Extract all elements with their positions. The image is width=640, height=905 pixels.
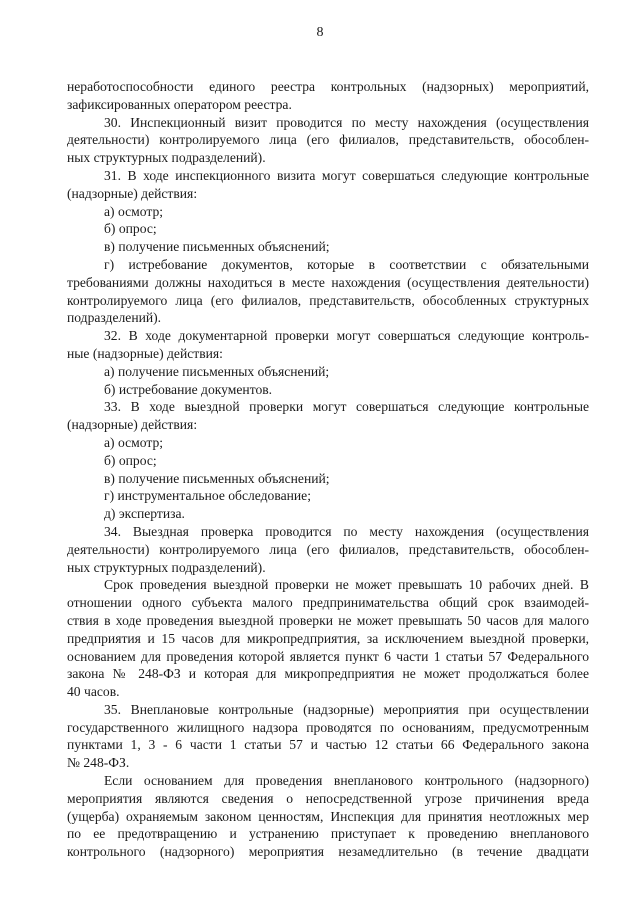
text-line: ных структурных подразделений). — [67, 150, 266, 166]
text-line: предприятия и 15 часов для микропредприятия, за исключением выездной проверки, — [67, 630, 589, 646]
text-line: а) осмотр; — [104, 203, 164, 219]
text-line: деятельности) контролируемого лица (его филиалов, представительств, обособлен- — [67, 132, 589, 148]
text-line: а) осмотр; — [104, 434, 164, 450]
text-line: зафиксированных оператором реестра. — [67, 96, 292, 112]
text-line: (надзорные) действия: — [67, 185, 198, 201]
text-line: г) истребование документов, которые в соответствии с обязательными — [104, 256, 589, 272]
text-line: в) получение письменных объяснений; — [104, 470, 330, 486]
text-line: отношении одного субъекта малого предпринимательства общий срок взаимодей- — [67, 595, 589, 611]
text-line: ствия в ходе проведения выездной проверки не может превышать 50 часов для малого — [67, 612, 589, 628]
text-line: (надзорные) действия: — [67, 417, 198, 433]
text-line: 30. Инспекционный визит проводится по месту нахождения (осуществления — [104, 114, 589, 130]
text-line: а) получение письменных объяснений; — [104, 363, 330, 379]
text-line: г) инструментальное обследование; — [104, 488, 311, 504]
text-line: д) экспертиза. — [104, 506, 185, 522]
text-line: 31. В ходе инспекционного визита могут совершаться следующие контрольные — [104, 167, 589, 183]
text-line: ных структурных подразделений). — [67, 559, 266, 575]
text-line: № 248-ФЗ. — [67, 755, 130, 771]
text-line: в) получение письменных объяснений; — [104, 239, 330, 255]
text-line: по ее предотвращению и устранению приступает к проведению внепланового — [67, 826, 589, 842]
text-line: Если основанием для проведения внепланового контрольного (надзорного) — [104, 773, 589, 789]
text-line: 32. В ходе документарной проверки могут совершаться следующие контроль- — [104, 328, 589, 344]
text-line: закона № 248-ФЗ и которая для микропредприятия не может продолжаться более — [67, 666, 589, 682]
page-number: 8 — [316, 25, 324, 40]
text-line: 35. Внеплановые контрольные (надзорные) мероприятия при осуществлении — [104, 701, 589, 717]
text-line: б) опрос; — [104, 452, 157, 468]
text-line: пунктами 1, 3 - 6 части 1 статьи 57 и частью 12 статьи 66 Федерального закона — [67, 737, 589, 753]
text-line: основанием для проведения которой является пункт 6 части 1 статьи 57 Федерального — [67, 648, 589, 664]
text-line: 33. В ходе выездной проверки могут совершаться следующие контрольные — [104, 399, 589, 415]
text-line: неработоспособности единого реестра контрольных (надзорных) мероприятий, — [67, 79, 589, 94]
text-line: Срок проведения выездной проверки не может превышать 10 рабочих дней. В — [104, 577, 589, 593]
text-line: подразделений). — [67, 310, 162, 326]
text-line: ные (надзорные) действия: — [67, 345, 223, 361]
text-line: требованиями должны находиться в месте нахождения (осуществления деятельности) — [67, 274, 589, 290]
text-line: мероприятия являются сведения о непосредственной угрозе причинения вреда — [67, 790, 589, 806]
text-line: 34. Выездная проверка проводится по месту нахождения (осуществления — [104, 523, 589, 539]
document-body — [67, 78, 589, 861]
text-line: б) истребование документов. — [104, 381, 273, 397]
text-line: деятельности) контролируемого лица (его филиалов, представительств, обособлен- — [67, 541, 589, 557]
text-line: б) опрос; — [104, 221, 157, 237]
text-line: 40 часов. — [67, 684, 120, 700]
text-line: государственного жилищного надзора проводятся по основаниям, предусмотренным — [67, 719, 589, 735]
text-line: контролируемого лица (его филиалов, представительств, обособленных структурных — [67, 292, 589, 308]
text-line: контрольного (надзорного) мероприятия незамедлительно (в течение двадцати — [67, 844, 589, 860]
text-line: (ущерба) охраняемым законом ценностям, Инспекция для принятия неотложных мер — [67, 808, 589, 824]
